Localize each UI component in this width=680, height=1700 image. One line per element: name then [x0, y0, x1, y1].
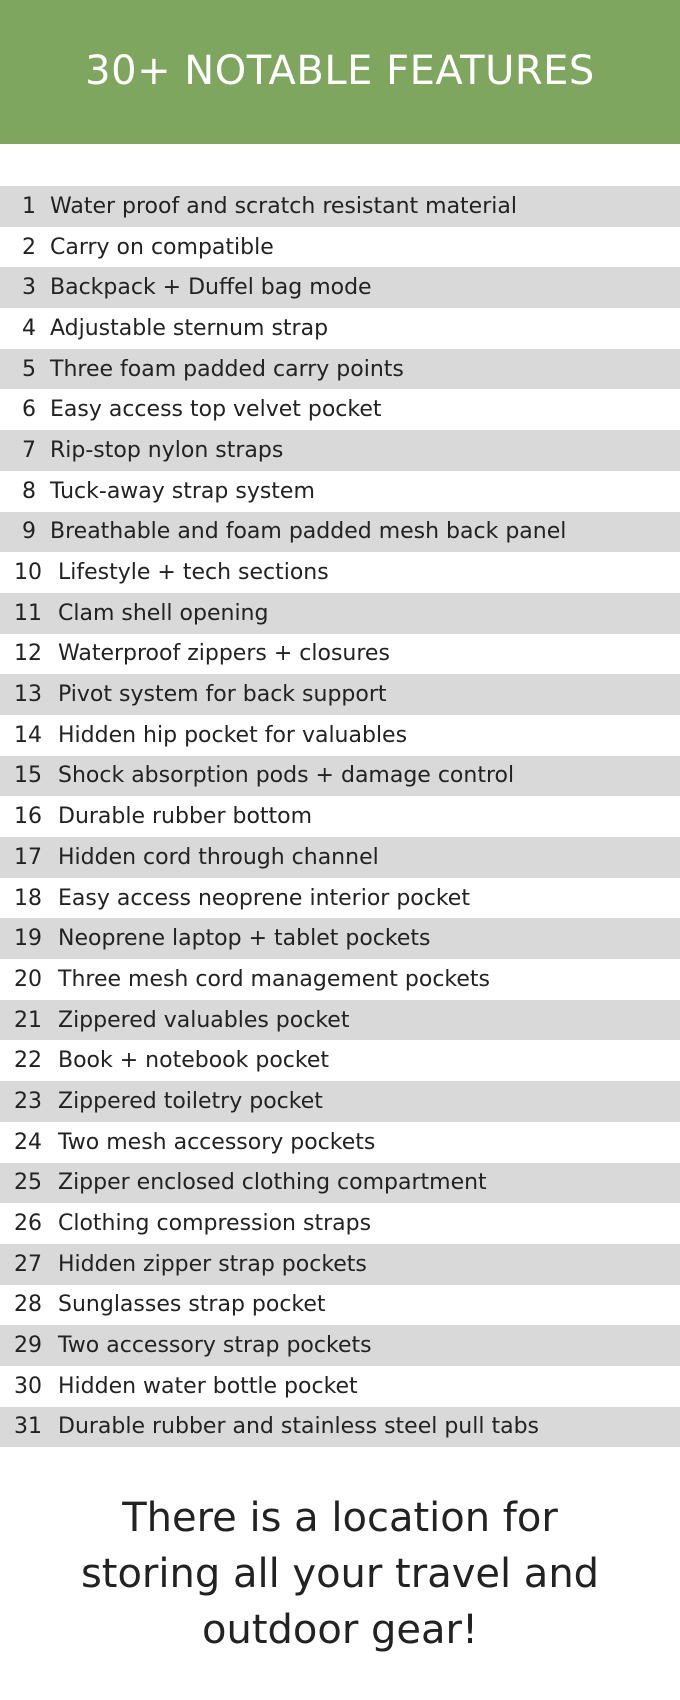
- feature-text: Sunglasses strap pocket: [58, 1292, 326, 1318]
- list-item: [0, 918, 680, 959]
- feature-number: 31: [14, 1414, 42, 1440]
- feature-number: 28: [14, 1292, 42, 1318]
- feature-text: Two accessory strap pockets: [58, 1333, 372, 1359]
- feature-text: Neoprene laptop + tablet pockets: [58, 926, 431, 952]
- feature-number: 14: [14, 722, 42, 748]
- feature-list: [0, 186, 680, 1447]
- list-item: [0, 878, 680, 919]
- feature-number: 23: [14, 1088, 42, 1114]
- feature-text: Easy access top velvet pocket: [50, 397, 382, 423]
- feature-number: 6: [22, 397, 36, 423]
- feature-text: Rip-stop nylon straps: [50, 437, 284, 463]
- list-item: [0, 634, 680, 675]
- feature-text: Zippered valuables pocket: [58, 1007, 350, 1033]
- feature-text: Hidden hip pocket for valuables: [58, 722, 408, 748]
- list-item: [0, 837, 680, 878]
- feature-text: Backpack + Duffel bag mode: [50, 275, 372, 301]
- feature-text: Lifestyle + tech sections: [58, 560, 329, 586]
- feature-text: Book + notebook pocket: [58, 1048, 329, 1074]
- list-item: [0, 1000, 680, 1041]
- list-item: [0, 471, 680, 512]
- feature-number: 25: [14, 1170, 42, 1196]
- list-item: [0, 308, 680, 349]
- feature-text: Zippered toiletry pocket: [58, 1088, 323, 1114]
- feature-number: 19: [14, 926, 42, 952]
- list-item: [0, 593, 680, 634]
- feature-number: 27: [14, 1251, 42, 1277]
- feature-number: 1: [22, 193, 36, 219]
- feature-text: Breathable and foam padded mesh back panel: [50, 519, 567, 545]
- list-item: [0, 674, 680, 715]
- feature-number: 2: [22, 234, 36, 260]
- list-item: [0, 1325, 680, 1366]
- list-item: [0, 186, 680, 227]
- header-banner: [0, 0, 680, 144]
- feature-number: 5: [22, 356, 36, 382]
- list-item: [0, 267, 680, 308]
- feature-number: 20: [14, 966, 42, 992]
- feature-number: 30: [14, 1373, 42, 1399]
- feature-number: 24: [14, 1129, 42, 1155]
- list-item: [0, 1122, 680, 1163]
- footer-line: outdoor gear!: [202, 1607, 478, 1653]
- feature-number: 18: [14, 885, 42, 911]
- list-item: [0, 1203, 680, 1244]
- list-item: [0, 349, 680, 390]
- list-item: [0, 512, 680, 553]
- feature-text: Three foam padded carry points: [50, 356, 404, 382]
- list-item: [0, 1366, 680, 1407]
- feature-number: 21: [14, 1007, 42, 1033]
- feature-text: Hidden cord through channel: [58, 844, 379, 870]
- feature-text: Clothing compression straps: [58, 1211, 372, 1237]
- page-title: 30+ NOTABLE FEATURES: [85, 48, 595, 94]
- list-item: [0, 1081, 680, 1122]
- feature-text: Clam shell opening: [58, 600, 269, 626]
- list-item: [0, 715, 680, 756]
- feature-text: Durable rubber and stainless steel pull tabs: [58, 1414, 540, 1440]
- feature-number: 8: [22, 478, 36, 504]
- list-item: [0, 756, 680, 797]
- feature-text: Pivot system for back support: [58, 682, 387, 708]
- list-item: [0, 1407, 680, 1448]
- list-item: [0, 430, 680, 471]
- list-item: [0, 959, 680, 1000]
- feature-number: 12: [14, 641, 42, 667]
- feature-number: 17: [14, 844, 42, 870]
- feature-number: 29: [14, 1333, 42, 1359]
- feature-text: Three mesh cord management pockets: [58, 966, 491, 992]
- feature-number: 26: [14, 1211, 42, 1237]
- feature-text: Easy access neoprene interior pocket: [58, 885, 470, 911]
- list-item: [0, 227, 680, 268]
- feature-number: 7: [22, 437, 36, 463]
- footer-line: storing all your travel and: [80, 1551, 600, 1597]
- list-item: [0, 796, 680, 837]
- feature-number: 13: [14, 682, 42, 708]
- feature-text: Water proof and scratch resistant material: [50, 193, 517, 219]
- list-item: [0, 1285, 680, 1326]
- list-item: [0, 1040, 680, 1081]
- feature-number: 11: [14, 600, 42, 626]
- feature-text: Shock absorption pods + damage control: [58, 763, 515, 789]
- feature-number: 22: [14, 1048, 42, 1074]
- feature-number: 4: [22, 315, 36, 341]
- feature-number: 15: [14, 763, 42, 789]
- feature-number: 9: [22, 519, 36, 545]
- feature-text: Waterproof zippers + closures: [58, 641, 390, 667]
- list-item: [0, 1163, 680, 1204]
- feature-text: Hidden zipper strap pockets: [58, 1251, 367, 1277]
- feature-number: 3: [22, 275, 36, 301]
- feature-number: 10: [14, 560, 42, 586]
- list-item: [0, 1244, 680, 1285]
- list-item: [0, 552, 680, 593]
- feature-number: 16: [14, 804, 42, 830]
- feature-text: Carry on compatible: [50, 234, 274, 260]
- feature-text: Two mesh accessory pockets: [58, 1129, 376, 1155]
- feature-text: Hidden water bottle pocket: [58, 1373, 358, 1399]
- feature-text: Zipper enclosed clothing compartment: [58, 1170, 487, 1196]
- feature-text: Adjustable sternum strap: [50, 315, 329, 341]
- footer-line: There is a location for: [122, 1495, 558, 1541]
- footer-tagline: [0, 1490, 680, 1658]
- list-item: [0, 389, 680, 430]
- feature-text: Durable rubber bottom: [58, 804, 313, 830]
- feature-text: Tuck-away strap system: [50, 478, 315, 504]
